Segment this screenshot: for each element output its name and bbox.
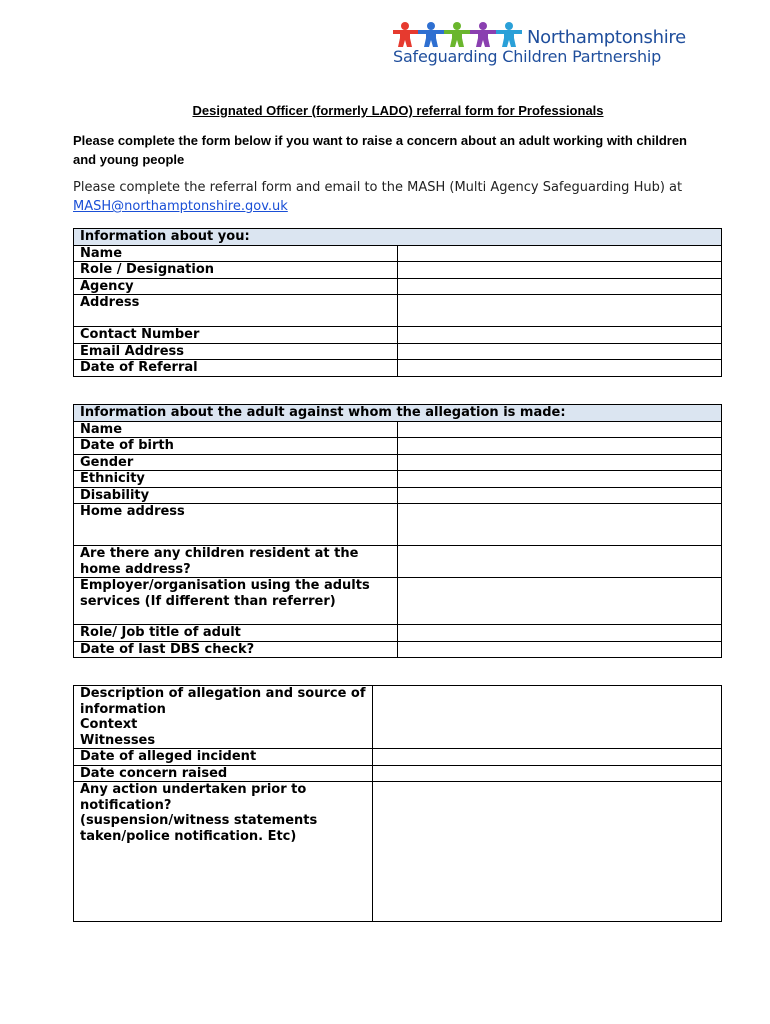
mash-email-link[interactable]: MASH@northamptonshire.gov.uk xyxy=(73,199,288,214)
field-label-dob: Date of birth xyxy=(74,438,398,455)
field-input-action-taken[interactable] xyxy=(373,782,722,922)
field-label-name: Name xyxy=(74,245,398,262)
field-label-gender: Gender xyxy=(74,454,398,471)
field-label-incident-date: Date of alleged incident xyxy=(74,749,373,766)
field-input-disability[interactable] xyxy=(398,487,722,504)
field-input-name[interactable] xyxy=(398,245,722,262)
child-figure-icon xyxy=(393,22,418,47)
children-figures-icon xyxy=(393,21,525,47)
section-header: Information about you: xyxy=(74,229,722,246)
field-label-date-of-referral: Date of Referral xyxy=(74,360,398,377)
field-input-address[interactable] xyxy=(398,295,722,327)
instructions-text: Please complete the referral form and email to the MASH (Multi Agency Safeguarding Hub) at xyxy=(73,180,683,195)
field-label-dbs-date: Date of last DBS check? xyxy=(74,641,398,658)
field-label-contact-number: Contact Number xyxy=(74,327,398,344)
field-label-employer: Employer/organisation using the adults services (If different than referrer) xyxy=(74,578,398,625)
field-label-concern-date: Date concern raised xyxy=(74,765,373,782)
field-input-role[interactable] xyxy=(398,262,722,279)
field-label-ethnicity: Ethnicity xyxy=(74,471,398,488)
section-header: Information about the adult against whom the allegation is made: xyxy=(74,405,722,422)
field-label-description: Description of allegation and source of information Context Witnesses xyxy=(74,686,373,749)
field-label-job-title: Role/ Job title of adult xyxy=(74,625,398,642)
child-figure-icon xyxy=(470,22,496,47)
child-figure-icon xyxy=(496,22,522,47)
field-label-role: Role / Designation xyxy=(74,262,398,279)
field-label-adult-name: Name xyxy=(74,421,398,438)
field-input-email[interactable] xyxy=(398,343,722,360)
field-label-address: Address xyxy=(74,295,398,327)
field-input-dob[interactable] xyxy=(398,438,722,455)
logo-org-name: Northamptonshire xyxy=(527,27,686,48)
field-input-contact-number[interactable] xyxy=(398,327,722,344)
field-input-incident-date[interactable] xyxy=(373,749,722,766)
field-input-job-title[interactable] xyxy=(398,625,722,642)
field-input-concern-date[interactable] xyxy=(373,765,722,782)
about-you-table xyxy=(73,228,722,377)
instructions xyxy=(73,178,713,216)
field-input-date-of-referral[interactable] xyxy=(398,360,722,377)
logo-org-subtitle: Safeguarding Children Partnership xyxy=(393,47,662,66)
form-title: Designated Officer (formerly LADO) referral form for Professionals xyxy=(192,103,604,118)
field-input-employer[interactable] xyxy=(398,578,722,625)
adult-info-table xyxy=(73,404,722,658)
child-figure-icon xyxy=(418,22,444,47)
field-input-home-address[interactable] xyxy=(398,504,722,546)
field-input-ethnicity[interactable] xyxy=(398,471,722,488)
field-label-disability: Disability xyxy=(74,487,398,504)
intro-text: Please complete the form below if you want to raise a concern about an adult working with children and young people xyxy=(73,133,687,167)
field-label-home-address: Home address xyxy=(74,504,398,546)
field-label-email: Email Address xyxy=(74,343,398,360)
field-input-adult-name[interactable] xyxy=(398,421,722,438)
field-input-dbs-date[interactable] xyxy=(398,641,722,658)
field-input-children-resident[interactable] xyxy=(398,546,722,578)
field-label-agency: Agency xyxy=(74,278,398,295)
field-input-agency[interactable] xyxy=(398,278,722,295)
field-input-description[interactable] xyxy=(373,686,722,749)
partnership-logo xyxy=(393,19,713,69)
field-label-children-resident: Are there any children resident at the home address? xyxy=(74,546,398,578)
child-figure-icon xyxy=(444,22,470,47)
field-input-gender[interactable] xyxy=(398,454,722,471)
allegation-table xyxy=(73,685,722,922)
field-label-action-taken: Any action undertaken prior to notification? (suspension/witness statements taken/police notification. Etc) xyxy=(74,782,373,922)
